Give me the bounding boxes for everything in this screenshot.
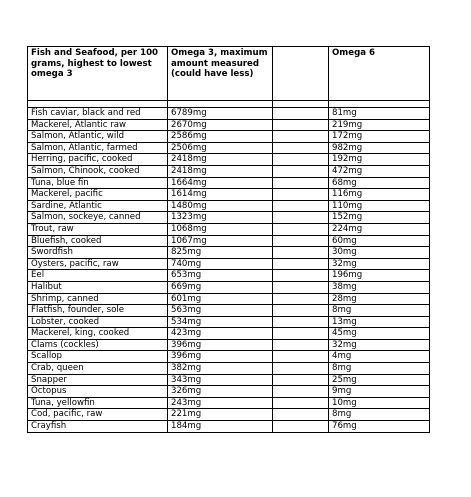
cell-food: Lobster, cooked (28, 316, 168, 328)
cell-empty (273, 305, 329, 317)
cell-omega3: 1067mg (168, 235, 273, 247)
cell-omega6: 30mg (329, 247, 430, 259)
cell-omega3: 326mg (168, 386, 273, 398)
header-omega3: Omega 3, maximum amount measured (could have less) (168, 47, 273, 101)
cell-omega3: 6789mg (168, 108, 273, 120)
cell-food: Mackerel, Atlantic raw (28, 119, 168, 131)
cell-omega6: 8mg (329, 409, 430, 421)
cell-food: Eel (28, 270, 168, 282)
table-row (28, 189, 430, 201)
table-row (28, 247, 430, 259)
cell-omega3: 382mg (168, 363, 273, 375)
cell-empty (273, 142, 329, 154)
cell-omega6: 10mg (329, 397, 430, 409)
table-row (28, 397, 430, 409)
cell-omega6: 32mg (329, 339, 430, 351)
cell-omega6: 25mg (329, 374, 430, 386)
cell-empty (273, 108, 329, 120)
cell-food: Trout, raw (28, 223, 168, 235)
table-row (28, 293, 430, 305)
cell-food: Tuna, yellowfin (28, 397, 168, 409)
cell-omega6: 472mg (329, 165, 430, 177)
cell-food: Shrimp, canned (28, 293, 168, 305)
table-row (28, 305, 430, 317)
table-body (28, 101, 430, 433)
table-row (28, 363, 430, 375)
cell-food: Crayfish (28, 421, 168, 433)
cell-omega6: 116mg (329, 189, 430, 201)
cell-omega3: 2418mg (168, 154, 273, 166)
cell-omega6: 224mg (329, 223, 430, 235)
cell-empty (273, 212, 329, 224)
cell-empty (273, 258, 329, 270)
cell-omega6: 982mg (329, 142, 430, 154)
table-row (28, 374, 430, 386)
cell-empty (273, 247, 329, 259)
cell-empty (273, 351, 329, 363)
cell-omega6: 8mg (329, 305, 430, 317)
cell-omega3: 825mg (168, 247, 273, 259)
cell-omega3: 1614mg (168, 189, 273, 201)
cell-omega3: 2586mg (168, 131, 273, 143)
cell-omega3: 2506mg (168, 142, 273, 154)
table-row (28, 212, 430, 224)
cell-food: Octopus (28, 386, 168, 398)
cell-empty (273, 119, 329, 131)
cell-omega3: 534mg (168, 316, 273, 328)
header-empty (273, 47, 329, 101)
table-row (28, 119, 430, 131)
cell-food: Salmon, Atlantic, farmed (28, 142, 168, 154)
cell-omega3: 396mg (168, 351, 273, 363)
cell-food: Flatfish, founder, sole (28, 305, 168, 317)
omega-table (27, 46, 430, 433)
cell-omega6: 32mg (329, 258, 430, 270)
header-omega6: Omega 6 (329, 47, 430, 101)
cell-omega3: 1068mg (168, 223, 273, 235)
cell-omega6: 60mg (329, 235, 430, 247)
cell-omega6: 8mg (329, 363, 430, 375)
cell-omega3: 563mg (168, 305, 273, 317)
cell-empty (273, 339, 329, 351)
cell-food: Salmon, Chinook, cooked (28, 165, 168, 177)
cell-empty (273, 270, 329, 282)
cell-food: Salmon, sockeye, canned (28, 212, 168, 224)
cell-omega3: 2670mg (168, 119, 273, 131)
cell-empty (273, 363, 329, 375)
cell-omega6: 68mg (329, 177, 430, 189)
table-row (28, 165, 430, 177)
table-row (28, 281, 430, 293)
cell-omega6: 45mg (329, 328, 430, 340)
table-row (28, 223, 430, 235)
table-row (28, 235, 430, 247)
cell-food: Crab, queen (28, 363, 168, 375)
cell-omega6: 76mg (329, 421, 430, 433)
table-row (28, 409, 430, 421)
cell-empty (273, 189, 329, 201)
table-row (28, 177, 430, 189)
cell-empty (273, 293, 329, 305)
cell-empty (273, 409, 329, 421)
cell-empty (273, 374, 329, 386)
cell-empty (273, 177, 329, 189)
cell-empty (273, 223, 329, 235)
cell-empty (273, 281, 329, 293)
cell-omega6: 196mg (329, 270, 430, 282)
cell-omega3: 669mg (168, 281, 273, 293)
cell-empty (273, 235, 329, 247)
header-food: Fish and Seafood, per 100 grams, highest to lowest omega 3 (28, 47, 168, 101)
cell-omega3: 243mg (168, 397, 273, 409)
cell-omega3: 184mg (168, 421, 273, 433)
cell-omega6: 9mg (329, 386, 430, 398)
table-row (28, 316, 430, 328)
header-row (28, 47, 430, 101)
cell-food: Fish caviar, black and red (28, 108, 168, 120)
cell-omega3: 1323mg (168, 212, 273, 224)
spacer-row (28, 101, 430, 108)
cell-omega3: 221mg (168, 409, 273, 421)
cell-food: Mackerel, pacific (28, 189, 168, 201)
cell-food: Cod, pacific, raw (28, 409, 168, 421)
cell-omega6: 4mg (329, 351, 430, 363)
cell-omega3: 423mg (168, 328, 273, 340)
table-row (28, 339, 430, 351)
cell-empty (273, 154, 329, 166)
table-row (28, 108, 430, 120)
cell-empty (273, 421, 329, 433)
table-row (28, 270, 430, 282)
cell-omega6: 28mg (329, 293, 430, 305)
cell-omega6: 219mg (329, 119, 430, 131)
table-row (28, 386, 430, 398)
table-row (28, 328, 430, 340)
table-row (28, 131, 430, 143)
cell-omega6: 110mg (329, 200, 430, 212)
cell-food: Mackerel, king, cooked (28, 328, 168, 340)
cell-food: Salmon, Atlantic, wild (28, 131, 168, 143)
table-row (28, 200, 430, 212)
cell-omega6: 13mg (329, 316, 430, 328)
cell-food: Swordfish (28, 247, 168, 259)
cell-food: Herring, pacific, cooked (28, 154, 168, 166)
cell-omega3: 343mg (168, 374, 273, 386)
cell-empty (273, 397, 329, 409)
table-row (28, 351, 430, 363)
cell-empty (273, 386, 329, 398)
table-row (28, 421, 430, 433)
cell-food: Tuna, blue fin (28, 177, 168, 189)
cell-omega6: 81mg (329, 108, 430, 120)
cell-omega6: 38mg (329, 281, 430, 293)
cell-omega6: 152mg (329, 212, 430, 224)
cell-omega6: 172mg (329, 131, 430, 143)
cell-omega6: 192mg (329, 154, 430, 166)
cell-food: Sardine, Atlantic (28, 200, 168, 212)
cell-empty (273, 131, 329, 143)
cell-omega3: 653mg (168, 270, 273, 282)
cell-food: Oysters, pacific, raw (28, 258, 168, 270)
cell-omega3: 2418mg (168, 165, 273, 177)
table-row (28, 154, 430, 166)
cell-empty (273, 165, 329, 177)
cell-food: Bluefish, cooked (28, 235, 168, 247)
cell-food: Clams (cockles) (28, 339, 168, 351)
cell-omega3: 740mg (168, 258, 273, 270)
cell-empty (273, 200, 329, 212)
cell-food: Snapper (28, 374, 168, 386)
cell-omega3: 1480mg (168, 200, 273, 212)
table-row (28, 258, 430, 270)
cell-omega3: 601mg (168, 293, 273, 305)
table-row (28, 142, 430, 154)
cell-omega3: 1664mg (168, 177, 273, 189)
cell-omega3: 396mg (168, 339, 273, 351)
cell-food: Scallop (28, 351, 168, 363)
cell-empty (273, 316, 329, 328)
cell-empty (273, 328, 329, 340)
cell-food: Halibut (28, 281, 168, 293)
